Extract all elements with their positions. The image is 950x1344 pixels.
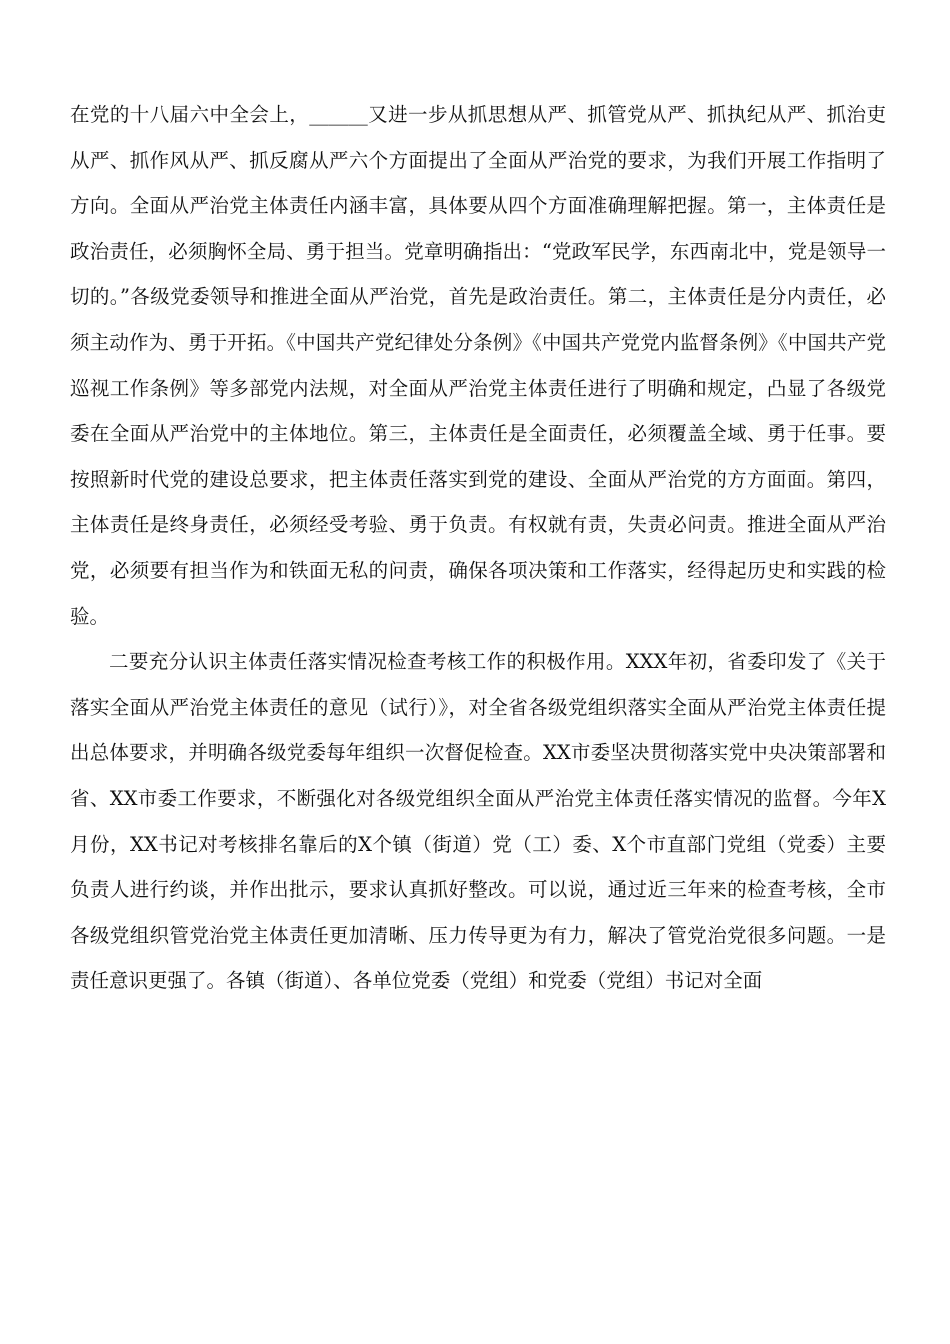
document-page — [70, 92, 886, 1004]
paragraph-inspection-assessment: 二要充分认识主体责任落实情况检查考核工作的积极作用。XXX年初，省委印发了《关于落实全面从严治党主体责任的意见（试行）》，对全省各级党组织落实全面从严治党主体责任提出总体要求，并明确各级党委每年组织一次督促检查。XX市委坚决贯彻落实党中央决策部署和省、XX市委工作要求，不断强化对各级党组织全面从严治党主体责任落实情况的监督。今年X月份，XX书记对考核排名靠后的X个镇（街道）党（工）委、X个市直部门党组（党委）主要负责人进行约谈，并作出批示，要求认真抓好整改。可以说，通过近三年来的检查考核，全市各级党组织管党治党主体责任更加清晰、压力传导更为有力，解决了管党治党很多问题。一是责任意识更强了。各镇（街道）、各单位党委（党组）和党委（党组）书记对全面 — [70, 650, 886, 993]
paragraph-main-responsibility: 在党的十八届六中全会上，______又进一步从抓思想从严、抓管党从严、抓执纪从严、抓治吏从严、抓作风从严、抓反腐从严六个方面提出了全面从严治党的要求，为我们开展工作指明了方向。全面从严治党主体责任内涵丰富，具体要从四个方面准确理解把握。第一，主体责任是政治责任，必须胸怀全局、勇于担当。党章明确指出：“党政军民学，东西南北中，党是领导一切的。”各级党委领导和推进全面从严治党，首先是政治责任。第二，主体责任是分内责任，必须主动作为、勇于开拓。《中国共产党纪律处分条例》《中国共产党党内监督条例》《中国共产党巡视工作条例》等多部党内法规，对全面从严治党主体责任进行了明确和规定，凸显了各级党委在全面从严治党中的主体地位。第三，主体责任是全面责任，必须覆盖全域、勇于任事。要按照新时代党的建设总要求，把主体责任落实到党的建设、全面从严治党的方方面面。第四，主体责任是终身责任，必须经受考验、勇于负责。有权就有责，失责必问责。推进全面从严治党，必须要有担当作为和铁面无私的问责，确保各项决策和工作落实，经得起历史和实践的检验。 — [70, 103, 886, 628]
